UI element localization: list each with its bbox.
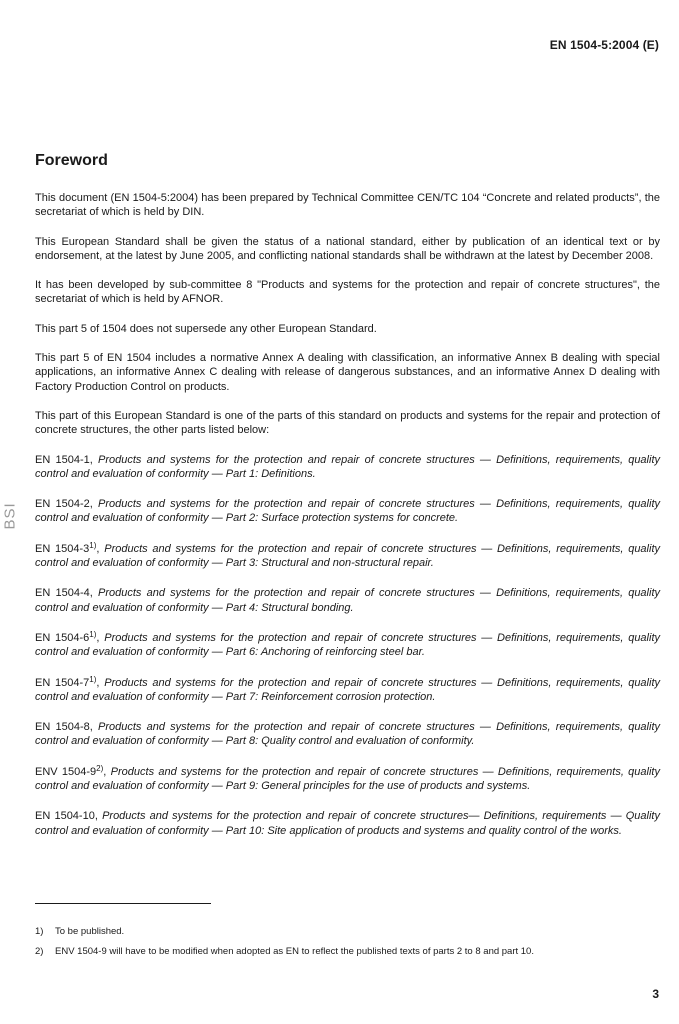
reference-title: Products and systems for the protection and repair of concrete structures — Definitions, requirements, quality control and evaluation of conformity — Part 2: Surface protection systems for concrete. xyxy=(35,498,660,525)
reference-item xyxy=(35,542,660,571)
reference-title: Products and systems for the protection and repair of concrete structures — Definitions, requirements, quality control and evaluation of conformity — Part 8: Quality control and evaluation of conformity. xyxy=(35,721,660,748)
reference-item xyxy=(35,676,660,705)
reference-code: EN 1504-4 xyxy=(35,587,90,600)
reference-code: EN 1504-6 xyxy=(35,631,90,644)
reference-code: EN 1504-7 xyxy=(35,676,90,689)
reference-item xyxy=(35,809,660,838)
footnote-marker: 1) xyxy=(89,629,97,639)
reference-title: Products and systems for the protection and repair of concrete structures— Definitions, requirements — Quality control and evaluation of conformity — Part 10: Site application of products and systems and quality control of the works. xyxy=(35,810,660,837)
footnote-text: To be published. xyxy=(55,926,125,937)
reference-title: Products and systems for the protection and repair of concrete structures — Definitions, requirements, quality control and evaluation of conformity — Part 4: Structural bonding. xyxy=(35,587,660,614)
footnote-number: 2) xyxy=(35,946,44,957)
reference-title: Products and systems for the protection and repair of concrete structures — Definitions, requirements, quality control and evaluation of conformity — Part 7: Reinforcement corrosion protection. xyxy=(35,676,660,703)
section-title: Foreword xyxy=(35,152,108,169)
footnote-marker: 2) xyxy=(96,763,104,773)
reference-separator: , xyxy=(96,676,105,689)
bsi-side-mark: BSI xyxy=(1,502,19,530)
reference-code: EN 1504-10 xyxy=(35,810,95,823)
paragraph-1: This document (EN 1504-5:2004) has been prepared by Technical Committee CEN/TC 104 “Concrete and related products”, the secretariat of which is held by DIN. xyxy=(35,192,660,219)
reference-code: EN 1504-3 xyxy=(35,542,90,555)
footnote-marker: 1) xyxy=(89,674,97,684)
reference-title: Products and systems for the protection and repair of concrete structures — Definitions, requirements, quality control and evaluation of conformity — Part 1: Definitions. xyxy=(35,453,660,480)
footnotes xyxy=(35,926,660,966)
reference-item xyxy=(35,586,660,615)
reference-separator: , xyxy=(103,765,111,778)
reference-code: EN 1504-2 xyxy=(35,498,90,511)
reference-separator: , xyxy=(94,810,103,823)
foreword-body xyxy=(35,191,660,854)
paragraph-4: This part 5 of 1504 does not supersede any other European Standard. xyxy=(35,322,377,335)
reference-title: Products and systems for the protection and repair of concrete structures — Definitions, requirements, quality control and evaluation of conformity — Part 3: Structural and non-structural repair. xyxy=(35,542,660,570)
reference-item xyxy=(35,631,660,660)
reference-item xyxy=(35,497,660,526)
reference-code: EN 1504-8 xyxy=(35,721,90,734)
footnote-marker: 1) xyxy=(89,540,97,550)
page-number: 3 xyxy=(652,987,659,1001)
paragraph-6: This part of this European Standard is one of the parts of this standard on products and systems for the repair and protection of concrete structures, the other parts listed below: xyxy=(35,409,660,437)
reference-separator: , xyxy=(89,721,99,734)
reference-separator: , xyxy=(89,587,99,600)
reference-item xyxy=(35,453,660,482)
reference-item xyxy=(35,765,660,794)
footnote-number: 1) xyxy=(35,926,44,937)
document-identifier: EN 1504-5:2004 (E) xyxy=(549,38,659,52)
paragraph-3: It has been developed by sub-committee 8 "Products and systems for the protection and repair of concrete structures", the secretariat of which is held by AFNOR. xyxy=(35,279,660,306)
reference-separator: , xyxy=(96,631,105,644)
footnote-item xyxy=(35,926,660,938)
reference-code: ENV 1504-9 xyxy=(35,765,97,778)
reference-title: Products and systems for the protection and repair of concrete structures — Definitions, requirements, quality control and evaluation of conformity — Part 9: General principles for the use of products and systems. xyxy=(35,765,660,793)
reference-item xyxy=(35,720,660,749)
reference-title: Products and systems for the protection and repair of concrete structures — Definitions, requirements, quality control and evaluation of conformity — Part 6: Anchoring of reinforcing steel bar. xyxy=(35,631,660,659)
footnote-divider xyxy=(35,903,211,904)
reference-separator: , xyxy=(89,498,99,511)
reference-separator: , xyxy=(89,453,99,466)
paragraph-2: This European Standard shall be given the status of a national standard, either by publication of an identical text or by endorsement, at the latest by June 2005, and conflicting national standards shall be withdrawn at the latest by December 2008. xyxy=(35,235,660,262)
paragraph-5: This part 5 of EN 1504 includes a normative Annex A dealing with classification, an informative Annex B dealing with special applications, an informative Annex C dealing with release of dangerous substances, and an informative Annex D dealing with Factory Production Control on products. xyxy=(35,352,660,393)
footnote-text: ENV 1504-9 will have to be modified when adopted as EN to reflect the published texts of parts 2 to 8 and part 10. xyxy=(55,946,534,957)
reference-code: EN 1504-1 xyxy=(35,453,90,466)
footnote-item xyxy=(35,946,660,958)
reference-separator: , xyxy=(96,542,105,555)
